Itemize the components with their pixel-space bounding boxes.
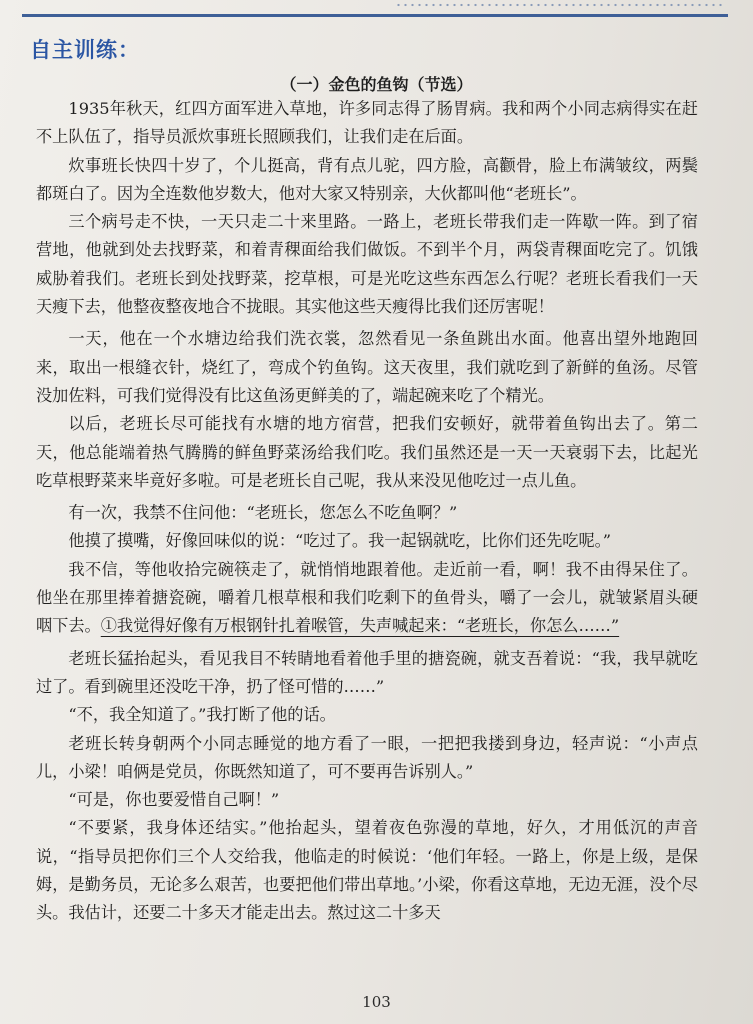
paragraph: 以后，老班长尽可能找有水塘的地方宿营，把我们安顿好，就带着鱼钩出去了。第二天，他总能端着热气腾腾的鲜鱼野菜汤给我们吃。我们虽然还是一天一天衰弱下去，比起光吃草根野菜来毕竟好多啦。可是老班长自己呢，我从来没见他吃过一点儿鱼。 [36, 414, 698, 490]
header-rule [22, 14, 728, 17]
article-body [36, 95, 698, 928]
header-dot-border [395, 2, 725, 8]
paragraph [36, 556, 698, 641]
paragraph: 有一次，我禁不住问他：“老班长，您怎么不吃鱼啊？” [68, 503, 458, 523]
paragraph: 他摸了摸嘴，好像回味似的说：“吃过了。我一起锅就吃，比你们还先吃呢。” [68, 531, 612, 551]
paragraph: 炊事班长快四十岁了，个儿挺高，背有点儿驼，四方脸，高颧骨，脸上布满皱纹，两鬓都斑白了。因为全连数他岁数大，他对大家又特别亲，大伙都叫他“老班长”。 [36, 155, 698, 203]
paragraph: 老班长转身朝两个小同志睡觉的地方看了一眼，一把把我搂到身边，轻声说：“小声点儿，小梁！咱俩是党员，你既然知道了，可不要再告诉别人。” [36, 733, 698, 781]
section-heading: 自主训练： [30, 38, 140, 62]
paragraph: 三个病号走不快，一天只走二十来里路。一路上，老班长带我们走一阵歇一阵。到了宿营地，他就到处去找野菜，和着青稞面给我们做饭。不到半个月，两袋青稞面吃完了。饥饿威胁着我们。老班长到处找野菜，挖草根，可是光吃这些东西怎么行呢？老班长看我们一天天瘦下去，他整夜整夜地合不拢眼。其实他这些天瘦得比我们还厉害呢！ [36, 212, 698, 317]
paragraph-text: 我不信，等他收拾完碗筷走了，就悄悄地跟着他。走近前一看，啊！我不由得呆住了。他坐在那里捧着搪瓷碗，嚼着几根草根和我们吃剩下的鱼骨头，嚼了一会儿，就皱紧眉头硬咽下去。 [36, 559, 698, 636]
underlined-sentence: ①我觉得好像有万根钢针扎着喉管，失声喊起来：“老班长，你怎么……” [100, 616, 620, 636]
paragraph: “不，我全知道了。”我打断了他的话。 [68, 705, 336, 725]
paragraph: 老班长猛抬起头，看见我目不转睛地看着他手里的搪瓷碗，就支吾着说：“我，我早就吃过了。看到碗里还没吃干净，扔了怪可惜的……” [36, 648, 698, 696]
paragraph: “可是，你也要爱惜自己啊！” [68, 790, 280, 810]
paragraph: 1935年秋天，红四方面军进入草地，许多同志得了肠胃病。我和两个小同志病得实在赶不上队伍了，指导员派炊事班长照顾我们，让我们走在后面。 [36, 99, 698, 147]
paragraph: “不要紧，我身体还结实。”他抬起头，望着夜色弥漫的草地，好久，才用低沉的声音说，“指导员把你们三个人交给我，他临走的时候说：‘他们年轻。一路上，你是上级，是保姆，是勤务员，无论多么艰苦，也要把他们带出草地。’小梁，你看这草地，无边无涯，没个尽头。我估计，还要二十多天才能走出去。熬过这二十多天 [36, 818, 698, 923]
article-title: （一）金色的鱼钩（节选） [280, 75, 473, 94]
paragraph: 一天，他在一个水塘边给我们洗衣裳，忽然看见一条鱼跳出水面。他喜出望外地跑回来，取出一根缝衣针，烧红了，弯成个钓鱼钩。这天夜里，我们就吃到了新鲜的鱼汤。尽管没加佐料，可我们觉得没有比这鱼汤更鲜美的了，端起碗来吃了个精光。 [36, 329, 698, 405]
page-number: 103 [362, 993, 391, 1011]
